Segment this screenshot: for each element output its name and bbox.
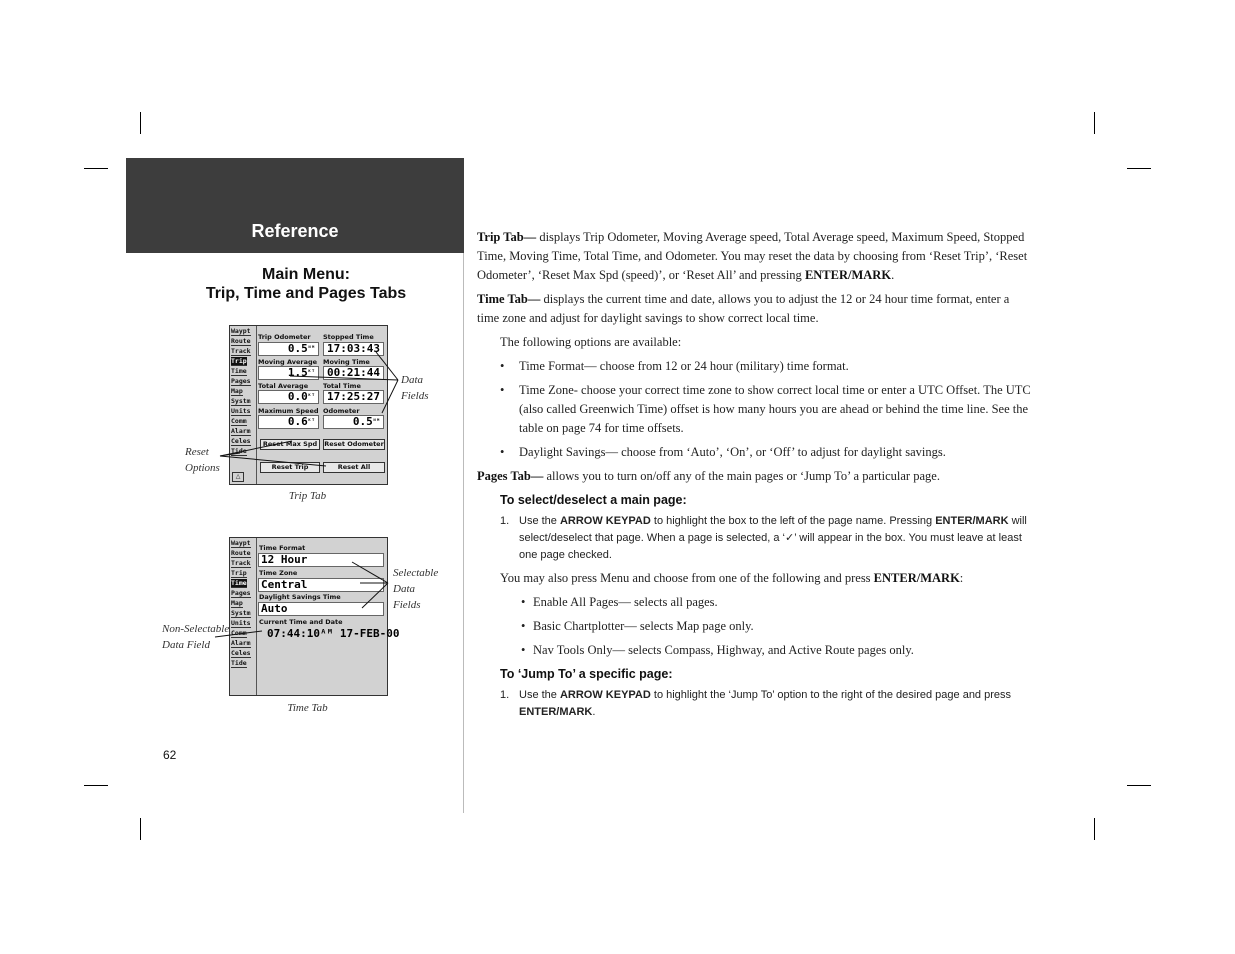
- field-label: Trip Odometer: [258, 333, 311, 341]
- list-item: • Nav Tools Only— selects Compass, Highway, and Active Route pages only.: [477, 641, 1032, 660]
- column-divider: [463, 253, 464, 813]
- field-label: Current Time and Date: [259, 618, 343, 626]
- crop-mark: [1127, 785, 1151, 786]
- time-tab-paragraph: Time Tab— displays the current time and date, allows you to adjust the 12 or 24 hour time format, enter a time zone and adjust for daylight savings to show correct local time.: [477, 292, 1010, 325]
- total-average-value: $0.0^{ᴷᵀ}$: [258, 390, 319, 404]
- maximum-speed-value: $0.6^{ᴷᵀ}$: [258, 415, 319, 429]
- subheading-select-page: To select/deselect a main page:: [500, 493, 687, 507]
- crop-mark: [1094, 112, 1095, 134]
- crop-mark: [140, 818, 141, 840]
- field-label: Total Time: [323, 382, 361, 390]
- tab-comm: Comm: [231, 629, 247, 637]
- tab-systm: Systm: [231, 397, 251, 405]
- annotation-reset-options: Reset Options: [185, 446, 220, 474]
- page-title-line2: Trip, Time and Pages Tabs: [205, 285, 407, 302]
- tab-celes: Celes: [231, 649, 251, 657]
- crop-mark: [84, 785, 108, 786]
- section-header-title: Reference: [251, 221, 339, 241]
- tab-comm: Comm: [231, 417, 247, 425]
- tab-alarm: Alarm: [231, 639, 251, 647]
- list-item: • Basic Chartplotter— selects Map page only.: [477, 617, 1032, 636]
- tab-route: Route: [231, 337, 251, 345]
- tab-time: Time: [231, 579, 247, 587]
- trip-odometer-value: $0.5^{ᴺᴹ}$: [258, 342, 319, 356]
- options-intro: The following options are available:: [500, 335, 682, 349]
- total-time-value: 17:25:27: [323, 390, 384, 404]
- list-item: • Daylight Savings— choose from ‘Auto’, ‘On’, or ‘Off’ to adjust for daylight savings.: [477, 443, 1032, 462]
- page-title-line1: Main Menu:: [262, 266, 350, 283]
- odometer-value: $0.5^{ᴺᴹ}$: [323, 415, 384, 429]
- tab-time: Time: [231, 367, 247, 375]
- stopped-time-value: 17:03:43: [323, 342, 384, 356]
- tab-list: [230, 538, 257, 695]
- time-tab-screenshot: [229, 537, 400, 696]
- body-text: [477, 228, 1032, 721]
- crop-mark: [1127, 168, 1151, 169]
- annotation-selectable-fields: Selectable Data Fields: [393, 567, 439, 611]
- trip-tab-paragraph: Trip Tab— displays Trip Odometer, Moving Average speed, Total Average speed, Maximum Speed, Stopped Time, Moving Time, Total Time, and Odometer. You may reset the data by choosing from ‘Reset Trip’, ‘Reset Odometer’, ‘Reset Max Spd (speed)’, or ‘Reset All’ and pressing ENTER/MARK.: [477, 230, 1028, 282]
- moving-time-value: 00:21:44: [323, 366, 384, 380]
- tab-trip: Trip: [231, 357, 247, 365]
- garmin-logo-icon: △: [232, 472, 244, 482]
- menu-paragraph: You may also press Menu and choose from one of the following and press ENTER/MARK:: [500, 571, 964, 585]
- time-format-value: 12 Hour: [258, 553, 384, 567]
- tab-pages: Pages: [231, 589, 251, 597]
- field-label: Daylight Savings Time: [259, 593, 341, 601]
- tab-systm: Systm: [231, 609, 251, 617]
- reset-odometer-button: Reset Odometer: [324, 440, 384, 448]
- crop-mark: [1094, 818, 1095, 840]
- tab-map: Map: [231, 387, 243, 395]
- tab-units: Units: [231, 407, 251, 415]
- reset-trip-button: Reset Trip: [260, 462, 320, 473]
- figure-caption: Time Tab: [287, 702, 328, 714]
- reset-max-spd-button: Reset Max Spd: [260, 439, 320, 450]
- tab-route: Route: [231, 549, 251, 557]
- tab-tide: Tide: [231, 659, 247, 667]
- tab-tide: Tide: [231, 447, 247, 455]
- pages-tab-paragraph: Pages Tab— allows you to turn on/off any of the main pages or ‘Jump To’ a particular page.: [477, 469, 940, 483]
- tab-list: [230, 326, 257, 484]
- tab-units: Units: [231, 619, 251, 627]
- field-label: Time Zone: [259, 569, 298, 577]
- field-label: Moving Average: [258, 358, 318, 366]
- annotation-data-fields: Data Fields: [401, 374, 429, 402]
- field-label: Total Average: [258, 382, 309, 390]
- subheading-jump-to: To ‘Jump To’ a specific page:: [500, 667, 673, 681]
- crop-mark: [140, 112, 141, 134]
- field-label: Stopped Time: [323, 333, 374, 341]
- time-zone-value: Central: [258, 578, 384, 592]
- field-label: Time Format: [259, 544, 306, 552]
- daylight-savings-value: Auto: [258, 602, 384, 616]
- tab-map: Map: [231, 599, 243, 607]
- tab-pages: Pages: [231, 377, 251, 385]
- list-item: • Time Zone- choose your correct time zone to show correct local time or enter a UTC Offset. The UTC (also called Greenwich Time) offset is how many hours you are ahead or behind the time line. See the table on page 74 for time offsets.: [477, 381, 1032, 438]
- tab-alarm: Alarm: [231, 427, 251, 435]
- moving-average-value: $1.5^{ᴷᵀ}$: [258, 366, 319, 380]
- field-label: Moving Time: [323, 358, 370, 366]
- field-label: Odometer: [323, 407, 360, 415]
- crop-mark: [84, 168, 108, 169]
- trip-tab-screenshot: [229, 325, 388, 485]
- tab-waypt: Waypt: [231, 327, 251, 335]
- tab-track: Track: [231, 559, 251, 567]
- figure-caption: Trip Tab: [288, 490, 327, 502]
- list-item: • Time Format— choose from 12 or 24 hour (military) time format.: [477, 357, 1032, 376]
- tab-trip: Trip: [231, 569, 247, 577]
- step-item: 1. Use the ARROW KEYPAD to highlight the ‘Jump To’ option to the right of the desired page and press ENTER/MARK.: [500, 689, 1012, 718]
- field-label: Maximum Speed: [258, 407, 319, 415]
- step-item: 1. Use the ARROW KEYPAD to highlight the box to the left of the page name. Pressing ENTER/MARK will select/deselect that page. When a page is selected, a ‘✓’ will appear in the box. You must leave at least one page checked.: [500, 515, 1027, 561]
- tab-track: Track: [231, 347, 251, 355]
- section-header-band: [126, 158, 464, 253]
- annotation-nonselectable-field: Non-Selectable Data Field: [162, 623, 230, 651]
- reset-all-button: Reset All: [323, 462, 385, 473]
- tab-celes: Celes: [231, 437, 251, 445]
- page-number: 62: [163, 748, 177, 762]
- page-title: [126, 265, 486, 303]
- current-time-date-value: 07:44:10ᴬᴹ 17-FEB-00: [258, 627, 384, 641]
- list-item: • Enable All Pages— selects all pages.: [477, 593, 1032, 612]
- tab-waypt: Waypt: [231, 539, 251, 547]
